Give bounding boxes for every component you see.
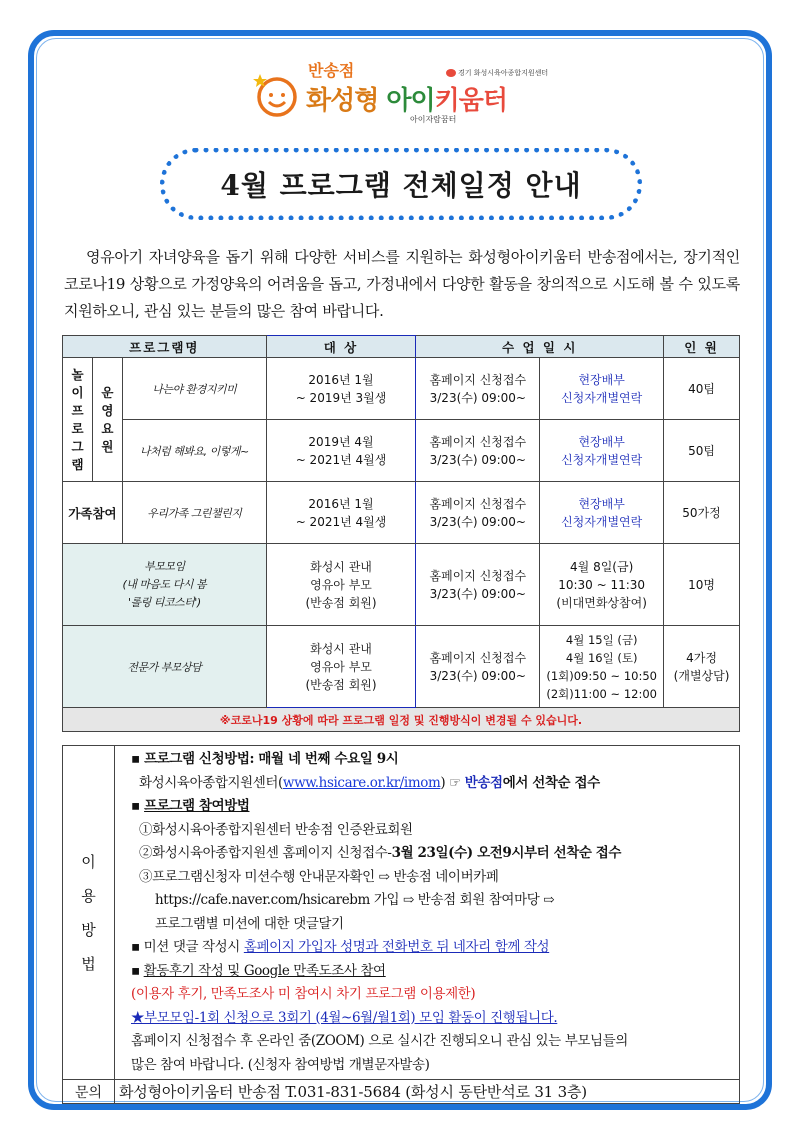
bullet-icon: ▪ bbox=[131, 798, 140, 814]
apply-line: 홈페이지 신청접수 bbox=[429, 434, 527, 449]
time-cell bbox=[540, 358, 664, 420]
footer-row bbox=[63, 1080, 740, 1104]
target-line: 영유아 부모 bbox=[310, 659, 372, 674]
apply-line: 홈페이지 신청접수 bbox=[429, 372, 527, 387]
usage-text: ②화성시육아종합지원센 홈페이지 신청접수- bbox=[139, 845, 392, 861]
time-cell bbox=[540, 420, 664, 482]
apply-cell bbox=[416, 420, 540, 482]
header-schedule: 수 업 일 시 bbox=[416, 336, 664, 358]
usage-line: ★부모모임-1회 신청으로 3회기 (4월~6월/월1회) 모임 활동이 진행됩니다. bbox=[131, 1009, 558, 1026]
program-name-line: '롤링 티코스터') bbox=[128, 595, 201, 609]
apply-line: 3/23(수) 09:00~ bbox=[429, 390, 526, 405]
target-line: ~ 2021년 4월생 bbox=[295, 514, 387, 529]
program-name: 우리가족 그린챌린지 bbox=[122, 482, 266, 544]
usage-line: 많은 참여 바랍니다. (신청자 참여방법 개별문자발송) bbox=[131, 1056, 430, 1073]
target-line: 2016년 1월 bbox=[308, 372, 374, 387]
time-cell bbox=[540, 626, 664, 708]
branch-highlight: 반송점 bbox=[464, 774, 503, 791]
target-line: (반송점 회원) bbox=[305, 677, 377, 692]
time-line: 현장배부 bbox=[578, 372, 625, 387]
count-cell: 50가정 bbox=[664, 482, 740, 544]
usage-highlight: 3월 23일(수) 오전9시부터 선착순 접수 bbox=[391, 845, 622, 861]
count-cell: 50팀 bbox=[664, 420, 740, 482]
footer-contact: 화성형아이키움터 반송점 T.031-831-5684 (화성시 동탄반석로 31 3층) bbox=[115, 1080, 740, 1104]
time-line: 4월 15일 (금) bbox=[565, 632, 638, 647]
logo-title-part3: 키움터 bbox=[434, 86, 507, 116]
target-line: 화성시 관내 bbox=[310, 559, 372, 574]
time-cell bbox=[540, 544, 664, 626]
target-line: 2019년 4월 bbox=[308, 434, 374, 449]
usage-line: ③프로그램신청자 미션수행 안내문자확인 ⇨ 반송점 네이버카페 bbox=[139, 868, 499, 885]
bullet-icon: ▪ bbox=[131, 939, 140, 955]
time-line: (1회)09:50 ~ 10:50 bbox=[546, 668, 657, 683]
cafe-link-line: https://cafe.naver.com/hsicarebm 가입 ⇨ 반송점 회원 참여마당 ⇨ bbox=[155, 892, 555, 908]
time-line: 신청자개별연락 bbox=[561, 390, 643, 405]
count-cell: 10명 bbox=[664, 544, 740, 626]
target-cell bbox=[266, 544, 416, 626]
group-family-label: 가족참여 bbox=[63, 482, 123, 544]
count-line: (개별상담) bbox=[673, 668, 730, 683]
logo-org-text: 경기 화성시육아종합지원센터 bbox=[458, 69, 549, 77]
logo-branch: 반송점 bbox=[308, 61, 355, 80]
apply-line: 3/23(수) 09:00~ bbox=[429, 452, 526, 467]
time-line: (2회)11:00 ~ 12:00 bbox=[546, 686, 657, 701]
participation-heading: 프로그램 참여방법 bbox=[144, 798, 250, 814]
notice-text: ※코로나19 상황에 따라 프로그램 일정 및 진행방식이 변경될 수 있습니다. bbox=[63, 708, 740, 732]
logo-title-part2: 아이 bbox=[386, 86, 435, 116]
apply-cell bbox=[416, 626, 540, 708]
logo-title bbox=[306, 80, 507, 117]
target-cell bbox=[266, 626, 416, 708]
program-name: 나처럼 해봐요, 이렇게~ bbox=[122, 420, 266, 482]
apply-line: 3/23(수) 09:00~ bbox=[429, 668, 526, 683]
time-line: (비대면화상참여) bbox=[556, 595, 647, 610]
target-cell bbox=[266, 482, 416, 544]
program-name: 나는야 환경지키미 bbox=[122, 358, 266, 420]
usage-line bbox=[131, 772, 735, 796]
time-line: 4월 16일 (토) bbox=[565, 650, 638, 665]
time-line: 현장배부 bbox=[578, 434, 625, 449]
usage-text: 에서 선착순 접수 bbox=[502, 774, 600, 791]
table-row bbox=[63, 544, 740, 626]
usage-line bbox=[131, 795, 735, 819]
target-line: (반송점 회원) bbox=[305, 595, 377, 610]
apply-cell bbox=[416, 358, 540, 420]
logo-title-part1: 화성형 bbox=[306, 86, 387, 116]
apply-cell bbox=[416, 482, 540, 544]
group-staff-label: 운 영 요 원 bbox=[92, 358, 122, 482]
usage-table bbox=[62, 745, 740, 1104]
usage-line: 프로그램별 미션에 대한 댓글달기 bbox=[155, 915, 344, 932]
apply-line: 홈페이지 신청접수 bbox=[429, 568, 527, 583]
usage-line bbox=[131, 748, 735, 772]
usage-text: 미션 댓글 작성시 bbox=[143, 939, 244, 955]
header-target: 대 상 bbox=[266, 336, 416, 358]
table-row bbox=[63, 482, 740, 544]
apply-cell bbox=[416, 544, 540, 626]
target-line: 화성시 관내 bbox=[310, 641, 372, 656]
time-cell bbox=[540, 482, 664, 544]
page-title: 4월 프로그램 전체일정 안내 bbox=[220, 169, 582, 202]
logo-subtitle: 아이자람꿈터 bbox=[410, 115, 457, 124]
bullet-icon: ▪ bbox=[131, 751, 140, 767]
org-mark-icon bbox=[446, 69, 456, 77]
time-line: 현장배부 bbox=[578, 496, 625, 511]
time-line: 신청자개별연락 bbox=[561, 452, 643, 467]
intro-paragraph: 영유아기 자녀양육을 돕기 위해 다양한 서비스를 지원하는 화성형아이키움터 반송점에서는, 장기적인 코로나19 상황으로 가정양육의 어려움을 돕고, 가정내에서 다양한 활동을 창의적으로 시도해 볼 수 있도록 지원하오니, 관심 있는 분들의 많은 참여 바랍니다. bbox=[64, 248, 740, 320]
usage-label: 이 용 방 법 bbox=[63, 746, 115, 1080]
program-name-cell bbox=[63, 544, 267, 626]
bullet-icon: ▪ bbox=[131, 962, 140, 979]
program-name: 전문가 부모상담 bbox=[63, 626, 267, 708]
usage-line bbox=[131, 842, 735, 866]
target-line: ~ 2019년 3월생 bbox=[295, 390, 387, 405]
count-cell bbox=[664, 626, 740, 708]
usage-text: ) ☞ bbox=[440, 774, 465, 791]
usage-line bbox=[131, 936, 735, 960]
logo-org-name bbox=[446, 68, 548, 78]
program-table bbox=[62, 335, 740, 732]
note-row bbox=[63, 708, 740, 732]
usage-line: ①화성시육아종합지원센터 반송점 인증완료회원 bbox=[139, 821, 413, 838]
usage-line: 홈페이지 신청접수 후 온라인 줌(ZOOM) 으로 실시간 진행되오니 관심 있는 부모님들의 bbox=[131, 1033, 628, 1049]
count-line: 4가정 bbox=[686, 650, 717, 665]
apply-line: 3/23(수) 09:00~ bbox=[429, 514, 526, 529]
header-count: 인 원 bbox=[664, 336, 740, 358]
target-line: 영유아 부모 bbox=[310, 577, 372, 592]
program-name-line: (내 마음도 다시 봄 bbox=[122, 577, 207, 591]
apply-line: 홈페이지 신청접수 bbox=[429, 496, 527, 511]
target-cell bbox=[266, 420, 416, 482]
table-row bbox=[63, 358, 740, 420]
target-line: ~ 2021년 4월생 bbox=[295, 452, 387, 467]
target-line: 2016년 1월 bbox=[308, 496, 374, 511]
usage-line: (이용자 후기, 만족도조사 미 참여시 차기 프로그램 이용제한) bbox=[131, 986, 476, 1002]
title-banner bbox=[160, 148, 642, 220]
program-name: 부모모임 bbox=[144, 559, 185, 573]
header-program: 프로그램명 bbox=[63, 336, 267, 358]
table-row bbox=[63, 420, 740, 482]
apply-line: 3/23(수) 09:00~ bbox=[429, 586, 526, 601]
usage-text: 활동후기 작성 및 Google 만족도조사 참여 bbox=[143, 962, 386, 979]
usage-text: 화성시육아종합지원센터( bbox=[139, 774, 283, 791]
usage-body bbox=[115, 746, 740, 1080]
time-line: 10:30 ~ 11:30 bbox=[558, 577, 646, 592]
logo bbox=[252, 58, 552, 130]
table-row bbox=[63, 626, 740, 708]
usage-row bbox=[63, 746, 740, 1080]
apply-line: 홈페이지 신청접수 bbox=[429, 650, 527, 665]
table-header-row bbox=[63, 336, 740, 358]
usage-line bbox=[131, 960, 735, 984]
usage-highlight: 홈페이지 가입자 성명과 전화번호 뒤 네자리 함께 작성 bbox=[243, 939, 550, 955]
time-line: 신청자개별연락 bbox=[561, 514, 643, 529]
footer-label: 문의 bbox=[63, 1080, 115, 1104]
target-cell bbox=[266, 358, 416, 420]
hsicare-link[interactable]: www.hsicare.or.kr/imom bbox=[282, 774, 441, 791]
apply-method-heading: 프로그램 신청방법: 매월 네 번째 수요일 9시 bbox=[144, 751, 399, 767]
time-line: 4월 8일(금) bbox=[570, 559, 634, 574]
group-play-label: 놀 이 프 로 그 램 bbox=[63, 358, 93, 482]
count-cell: 40팀 bbox=[664, 358, 740, 420]
smiley-face-icon bbox=[252, 68, 302, 118]
